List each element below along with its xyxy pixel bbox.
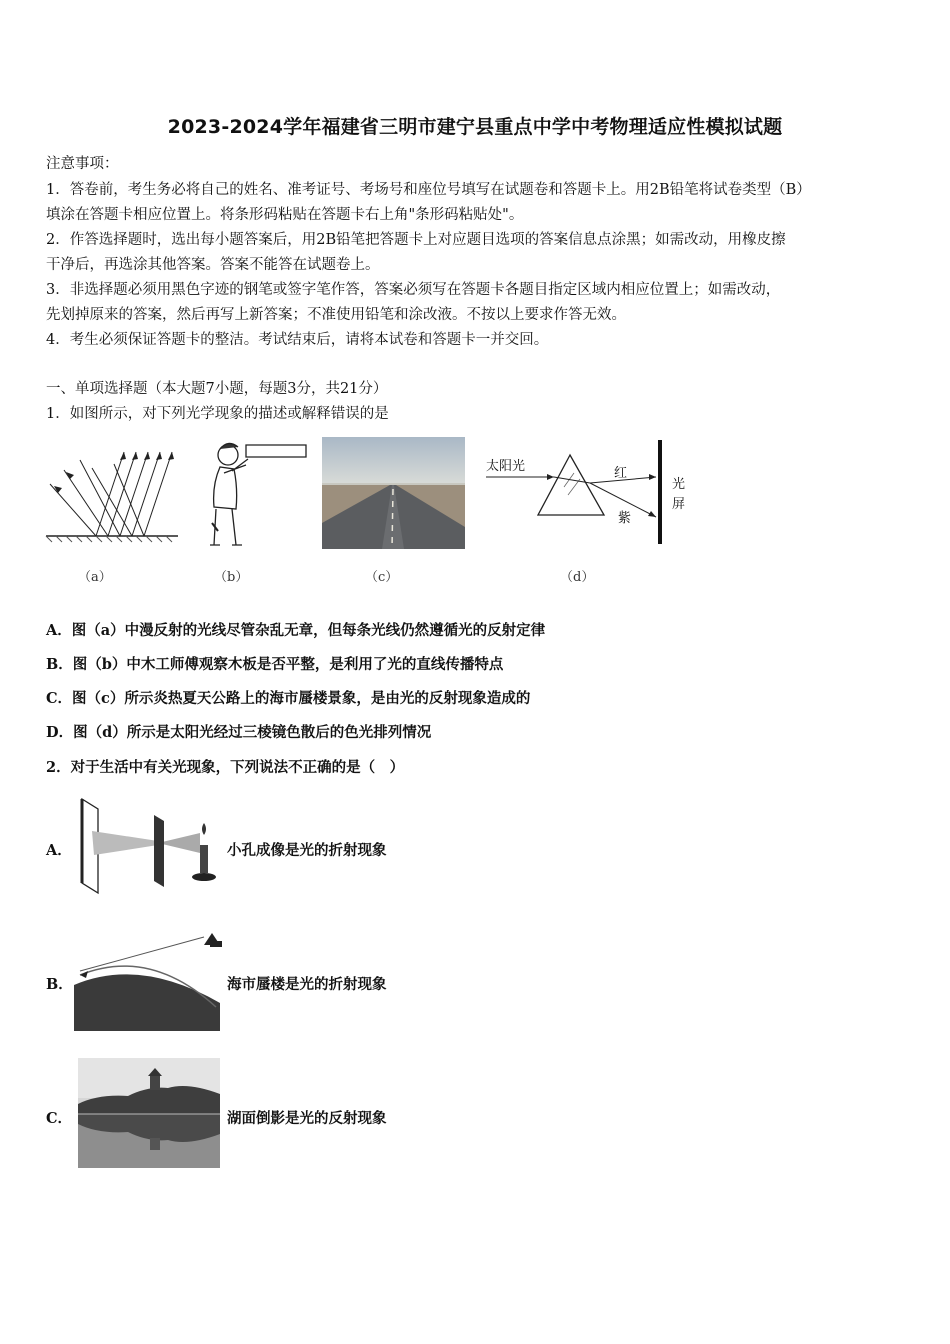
lake-reflection-photo: [78, 1058, 220, 1168]
question-1-option-a: A．图（a）中漫反射的光线尽管杂乱无章，但每条光线仍然遵循光的反射定律: [46, 622, 546, 639]
screen-label: 屏: [672, 497, 686, 512]
red-light-label: 红: [614, 466, 628, 481]
prism-diagram: [482, 437, 692, 549]
sunlight-label: 太阳光: [486, 459, 526, 474]
notice-line: 2．作答选择题时，选出每小题答案后，用2B铅笔把答题卡上对应题目选项的答案信息点涂黑；如需改动，用橡皮擦: [46, 232, 786, 248]
road-mirage-photo: [322, 437, 465, 549]
notice-line: 3．非选择题必须用黑色字迹的钢笔或签字笔作答，答案必须写在答题卡各题目指定区域内相应位置上；如需改动，: [46, 282, 781, 298]
question-2-option-c-text: 湖面倒影是光的反射现象: [227, 1110, 387, 1127]
mirage-figure: [70, 927, 226, 1031]
question-1-stem: 1．如图所示，对下列光学现象的描述或解释错误的是: [46, 406, 389, 422]
diffuse-reflection-figure: [44, 448, 180, 544]
section-heading: 一、单项选择题（本大题7小题，每题3分，共21分）: [46, 381, 388, 397]
question-2-option-b-label: B．: [46, 976, 73, 993]
notice-heading: 注意事项：: [46, 156, 119, 172]
screen-label: 光: [672, 477, 686, 492]
figure-caption-d: （d）: [560, 570, 595, 585]
question-1-option-d: D．图（d）所示是太阳光经过三棱镜色散后的色光排列情况: [46, 724, 432, 741]
notice-line: 先划掉原来的答案，然后再写上新答案；不准使用铅笔和涂改液。不按以上要求作答无效。: [46, 307, 626, 323]
question-1-option-b: B．图（b）中木工师傅观察木板是否平整，是利用了光的直线传播特点: [46, 656, 504, 673]
prism-figure: [482, 437, 692, 549]
notice-line: 填涂在答题卡相应位置上。将条形码粘贴在答题卡右上角"条形码粘贴处"。: [46, 207, 524, 223]
notice-line: 干净后，再选涂其他答案。答案不能答在试题卷上。: [46, 257, 380, 273]
question-2-option-b-text: 海市蜃楼是光的折射现象: [227, 976, 387, 993]
page-title: 2023-2024学年福建省三明市建宁县重点中学中考物理适应性模拟试题: [167, 116, 783, 138]
question-2-stem: 2．对于生活中有关光现象，下列说法不正确的是（ ）: [46, 759, 405, 776]
figure-caption-c: （c）: [365, 570, 399, 585]
question-2-option-a-text: 小孔成像是光的折射现象: [227, 842, 387, 859]
notice-line: 1．答卷前，考生务必将自己的姓名、准考证号、考场号和座位号填写在试题卷和答题卡上。用2B铅笔将试卷类型（B）: [46, 182, 811, 198]
carpenter-figure: [202, 437, 312, 549]
question-2-option-a-label: A．: [46, 842, 72, 859]
purple-light-label: 紫: [618, 511, 632, 526]
pinhole-camera-figure: [74, 795, 226, 895]
figure-caption-b: （b）: [214, 570, 249, 585]
notice-line: 4．考生必须保证答题卡的整洁。考试结束后，请将本试卷和答题卡一并交回。: [46, 332, 549, 348]
question-2-option-c-label: C．: [46, 1110, 73, 1127]
question-1-option-c: C．图（c）所示炎热夏天公路上的海市蜃楼景象，是由光的反射现象造成的: [46, 690, 531, 707]
figure-caption-a: （a）: [78, 570, 112, 585]
